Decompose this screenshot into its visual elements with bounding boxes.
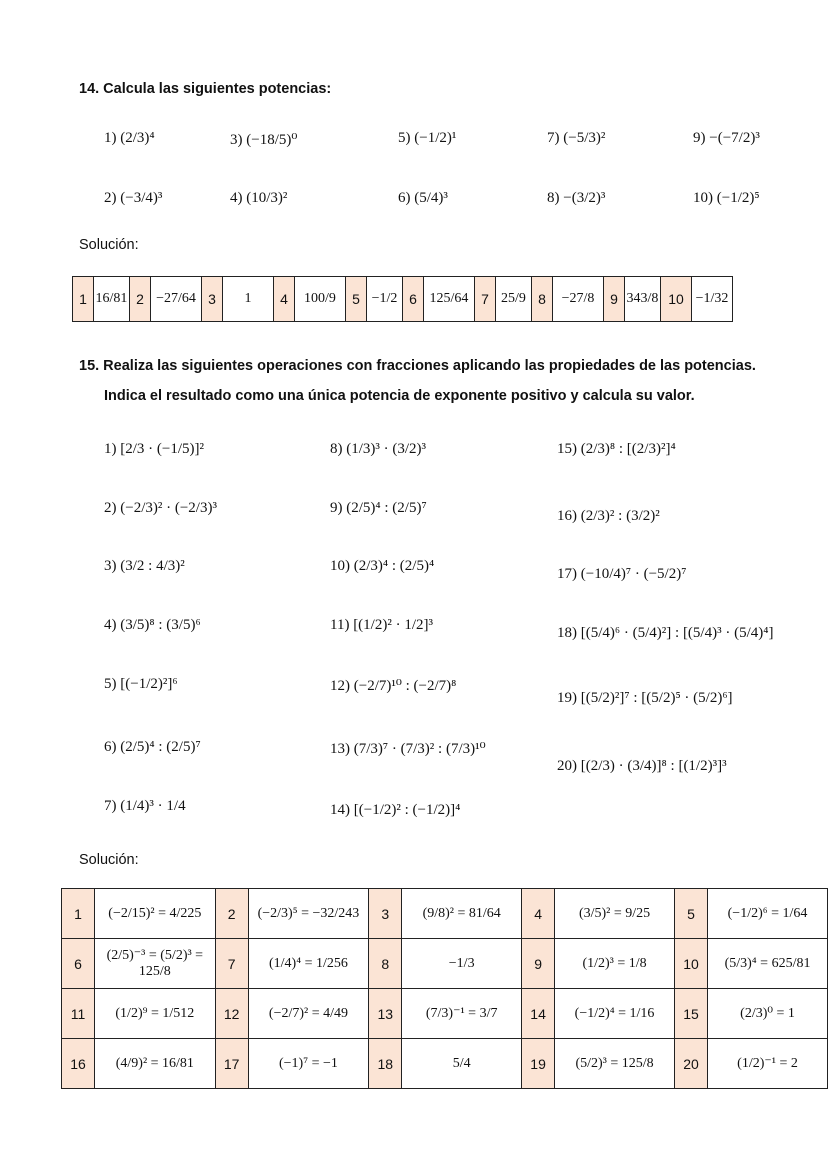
solution-value: −1/2: [367, 277, 403, 322]
ex15-item: 6) (2/5)⁴ : (2/5)⁷: [104, 739, 201, 755]
solution-value: (−2/3)⁵ = −32/243: [248, 889, 369, 939]
solution-key: 15: [674, 989, 707, 1039]
solution-key: 6: [403, 277, 424, 322]
solution-value: (2/5)⁻³ = (5/2)³ = 125/8: [95, 939, 216, 989]
solution-key: 2: [215, 889, 248, 939]
ex14-item: 6) (5/4)³: [398, 190, 448, 206]
ex15-solution-table: [61, 888, 828, 1089]
solution-value: −27/64: [151, 277, 202, 322]
ex14-solution-table: [72, 276, 733, 322]
table-row: [62, 989, 828, 1039]
ex14-item: 9) −(−7/2)³: [693, 130, 760, 146]
solution-key: 8: [369, 939, 402, 989]
ex15-item: 10) (2/3)⁴ : (2/5)⁴: [330, 558, 435, 574]
ex15-item: 1) [2/3 · (−1/5)]²: [104, 441, 205, 457]
ex15-solution-label: Solución:: [79, 852, 139, 868]
solution-value: (1/4)⁴ = 1/256: [248, 939, 369, 989]
solution-key: 9: [522, 939, 555, 989]
solution-key: 6: [62, 939, 95, 989]
solution-key: 3: [369, 889, 402, 939]
ex15-item: 20) [(2/3) · (3/4)]⁸ : [(1/2)³]³: [557, 758, 727, 774]
solution-value: 16/81: [94, 277, 130, 322]
ex14-item: 7) (−5/3)²: [547, 130, 606, 146]
solution-key: 1: [62, 889, 95, 939]
solution-value: 125/64: [424, 277, 475, 322]
exercise-15-title: 15. Realiza las siguientes operaciones con fracciones aplicando las propiedades de las potencias.: [79, 358, 756, 374]
solution-key: 16: [62, 1039, 95, 1089]
exercise-15-subtitle: Indica el resultado como una única potencia de exponente positivo y calcula su valor.: [104, 388, 695, 404]
solution-key: 7: [215, 939, 248, 989]
solution-key: 13: [369, 989, 402, 1039]
solution-key: 10: [674, 939, 707, 989]
solution-value: (−2/7)² = 4/49: [248, 989, 369, 1039]
ex15-item: 18) [(5/4)⁶ · (5/4)²] : [(5/4)³ · (5/4)⁴]: [557, 625, 774, 641]
solution-value: (−1/2)⁴ = 1/16: [555, 989, 675, 1039]
ex15-item: 2) (−2/3)² · (−2/3)³: [104, 500, 217, 516]
solution-value: (9/8)² = 81/64: [402, 889, 522, 939]
solution-value: 5/4: [402, 1039, 522, 1089]
solution-value: (2/3)⁰ = 1: [708, 989, 828, 1039]
solution-value: (3/5)² = 9/25: [555, 889, 675, 939]
ex15-item: 8) (1/3)³ · (3/2)³: [330, 441, 427, 457]
solution-value: (5/3)⁴ = 625/81: [708, 939, 828, 989]
solution-value: (7/3)⁻¹ = 3/7: [402, 989, 522, 1039]
exercise-14-title: 14. Calcula las siguientes potencias:: [79, 81, 332, 97]
solution-value: (5/2)³ = 125/8: [555, 1039, 675, 1089]
solution-key: 4: [274, 277, 295, 322]
solution-key: 17: [215, 1039, 248, 1089]
ex15-item: 3) (3/2 : 4/3)²: [104, 558, 185, 574]
solution-key: 12: [215, 989, 248, 1039]
solution-value: (1/2)⁻¹ = 2: [708, 1039, 828, 1089]
solution-value: (−2/15)² = 4/225: [95, 889, 216, 939]
ex15-item: 19) [(5/2)²]⁷ : [(5/2)⁵ · (5/2)⁶]: [557, 690, 733, 706]
solution-key: 14: [522, 989, 555, 1039]
solution-key: 5: [674, 889, 707, 939]
solution-value: −1/32: [692, 277, 733, 322]
table-row: [62, 939, 828, 989]
solution-value: (−1)⁷ = −1: [248, 1039, 369, 1089]
ex14-item: 2) (−3/4)³: [104, 190, 163, 206]
solution-key: 18: [369, 1039, 402, 1089]
solution-value: (−1/2)⁶ = 1/64: [708, 889, 828, 939]
ex14-item: 3) (−18/5)⁰: [230, 132, 298, 148]
table-row: [73, 277, 733, 322]
ex15-item: 5) [(−1/2)²]⁶: [104, 676, 178, 692]
ex14-solution-label: Solución:: [79, 237, 139, 253]
table-row: [62, 1039, 828, 1089]
solution-key: 1: [73, 277, 94, 322]
ex15-item: 13) (7/3)⁷ · (7/3)² : (7/3)¹⁰: [330, 741, 486, 757]
solution-key: 5: [346, 277, 367, 322]
ex15-item: 9) (2/5)⁴ : (2/5)⁷: [330, 500, 427, 516]
ex15-item: 15) (2/3)⁸ : [(2/3)²]⁴: [557, 441, 676, 457]
solution-key: 11: [62, 989, 95, 1039]
solution-key: 19: [522, 1039, 555, 1089]
table-row: [62, 889, 828, 939]
solution-value: (1/2)³ = 1/8: [555, 939, 675, 989]
solution-value: 1: [223, 277, 274, 322]
solution-value: 343/8: [625, 277, 661, 322]
solution-key: 10: [661, 277, 692, 322]
solution-key: 9: [604, 277, 625, 322]
ex15-item: 17) (−10/4)⁷ · (−5/2)⁷: [557, 566, 687, 582]
solution-key: 4: [522, 889, 555, 939]
solution-key: 2: [130, 277, 151, 322]
solution-key: 3: [202, 277, 223, 322]
solution-value: (4/9)² = 16/81: [95, 1039, 216, 1089]
ex14-item: 5) (−1/2)¹: [398, 130, 457, 146]
ex14-item: 8) −(3/2)³: [547, 190, 606, 206]
solution-value: −1/3: [402, 939, 522, 989]
ex14-item: 1) (2/3)⁴: [104, 130, 155, 146]
solution-value: 100/9: [295, 277, 346, 322]
solution-value: (1/2)⁹ = 1/512: [95, 989, 216, 1039]
solution-key: 7: [475, 277, 496, 322]
solution-value: 25/9: [496, 277, 532, 322]
ex14-item: 10) (−1/2)⁵: [693, 190, 760, 206]
solution-key: 8: [532, 277, 553, 322]
ex15-item: 16) (2/3)² : (3/2)²: [557, 508, 660, 524]
solution-value: −27/8: [553, 277, 604, 322]
ex15-item: 14) [(−1/2)² : (−1/2)]⁴: [330, 802, 461, 818]
solution-key: 20: [674, 1039, 707, 1089]
ex15-item: 4) (3/5)⁸ : (3/5)⁶: [104, 617, 201, 633]
ex15-item: 7) (1/4)³ · 1/4: [104, 798, 186, 814]
ex14-item: 4) (10/3)²: [230, 190, 288, 206]
ex15-item: 12) (−2/7)¹⁰ : (−2/7)⁸: [330, 678, 457, 694]
ex15-item: 11) [(1/2)² · 1/2]³: [330, 617, 433, 633]
